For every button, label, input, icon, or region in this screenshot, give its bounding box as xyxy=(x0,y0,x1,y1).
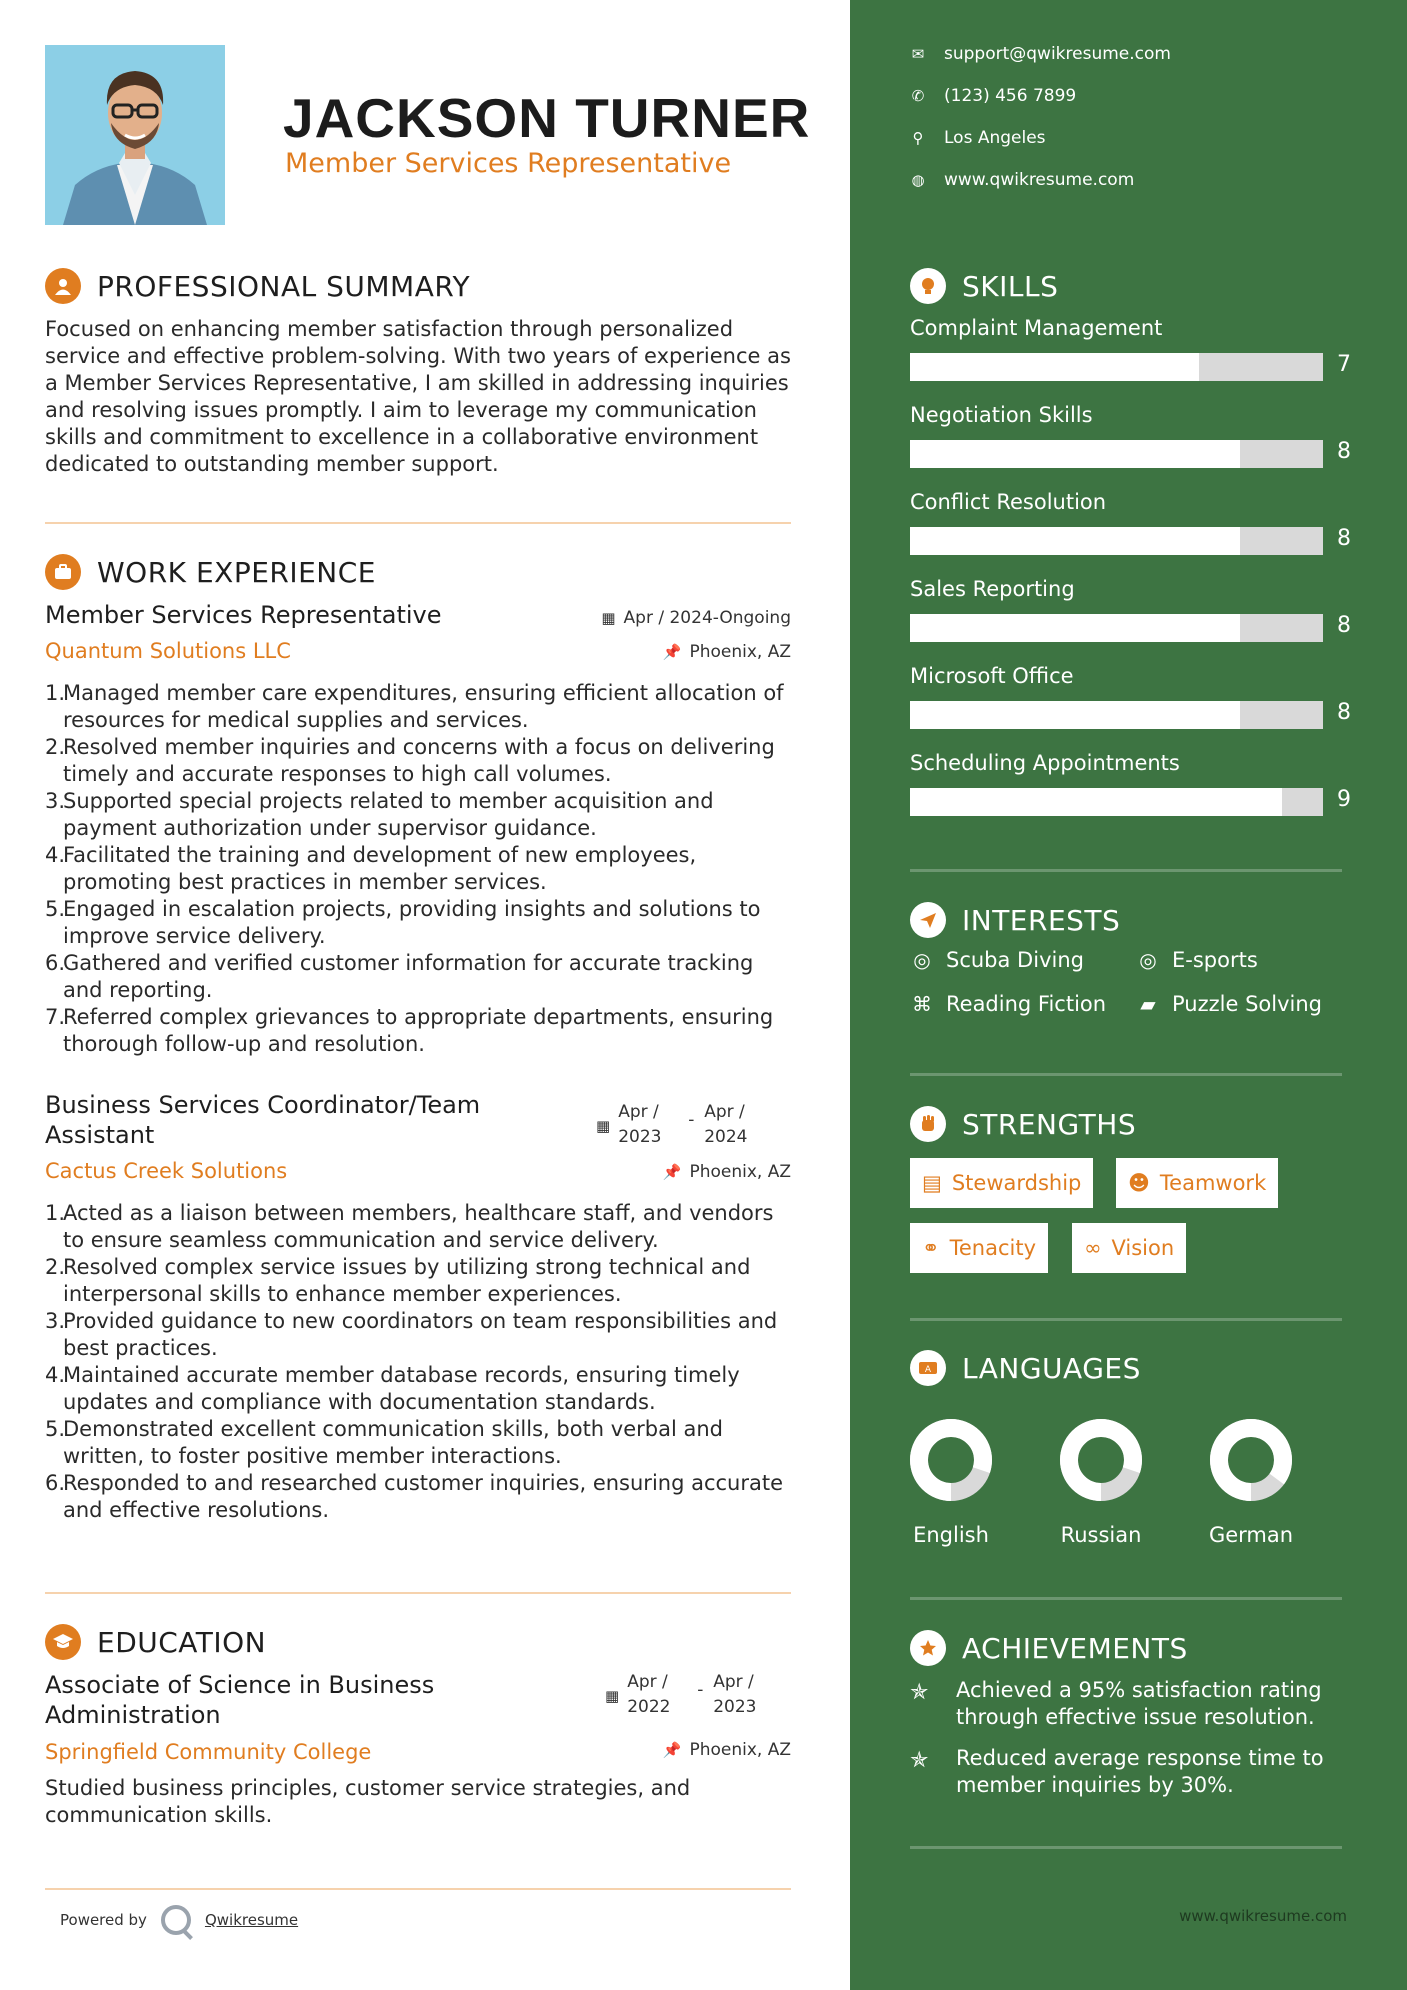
achievement-item: ✯ Achieved a 95% satisfaction rating through effective issue resolution. xyxy=(910,1678,1322,1729)
job-company: Quantum Solutions LLC xyxy=(45,639,291,663)
calendar-icon: ▦ xyxy=(601,609,616,627)
language-name: German xyxy=(1208,1523,1294,1547)
education-location: 📌 Phoenix, AZ xyxy=(662,1740,791,1760)
language-name: English xyxy=(913,1523,989,1547)
list-item: 6. Responded to and researched customer inquiries, ensuring accurate and effective resolutions. xyxy=(45,1471,784,1522)
language-ring xyxy=(1206,1415,1296,1505)
list-item: 4. Maintained accurate member database records, ensuring timely updates and compliance with documentation standards. xyxy=(45,1363,740,1414)
skill-bar xyxy=(910,701,1323,729)
skill-bar-fill xyxy=(910,614,1240,642)
skill-label: Sales Reporting xyxy=(910,577,1075,601)
candidate-role: Member Services Representative xyxy=(285,148,732,179)
strength-chip: ∞ Vision xyxy=(1072,1223,1186,1273)
job-location-text: Phoenix, AZ xyxy=(689,1162,791,1182)
summary-heading xyxy=(45,268,470,304)
divider xyxy=(910,1846,1342,1849)
job-date: ▦ Apr / 2023 - Apr / 2024 xyxy=(596,1102,748,1147)
profile-photo xyxy=(45,45,225,225)
language-icon xyxy=(910,1350,946,1386)
portrait-image xyxy=(45,45,225,225)
list-item: 5. Demonstrated excellent communication skills, both verbal and written, to foster positive member interactions. xyxy=(45,1417,723,1468)
star-icon: ✯ xyxy=(910,1680,929,1705)
job-title: Business Services Coordinator/Team Assistant xyxy=(45,1091,481,1149)
user-icon xyxy=(45,268,81,304)
candidate-name: JACKSON TURNER xyxy=(283,87,811,149)
strength-chip: ⚭ Tenacity xyxy=(910,1223,1048,1273)
job-date xyxy=(601,608,791,628)
job-duties xyxy=(45,1200,795,1524)
contact-phone[interactable]: ✆ (123) 456 7899 xyxy=(911,86,1077,106)
envelope-icon: ✉ xyxy=(911,45,925,63)
skill-bar xyxy=(910,788,1323,816)
skill-value: 8 xyxy=(1337,613,1351,638)
contact-website[interactable]: ◍ www.qwikresume.com xyxy=(911,170,1135,190)
skill-bar xyxy=(910,353,1323,381)
interest-item: ◎ Scuba Diving xyxy=(910,948,1084,972)
qwikresume-logo-icon xyxy=(161,1905,191,1935)
calendar-icon: ▦ xyxy=(605,1687,620,1705)
list-item: 2. Resolved complex service issues by utilizing strong technical and interpersonal skills to enhance member experiences. xyxy=(45,1255,751,1306)
binoculars-icon: ∞ xyxy=(1084,1236,1102,1260)
skill-bar xyxy=(910,440,1323,468)
job-title: Member Services Representative xyxy=(45,601,442,629)
book-icon: ▰ xyxy=(1140,992,1156,1016)
job-location xyxy=(663,1162,791,1182)
graduation-cap-icon xyxy=(45,1624,81,1660)
degree-title: Associate of Science in Business Administration xyxy=(45,1671,435,1729)
life-ring-icon: ◎ xyxy=(913,948,931,972)
paper-plane-icon xyxy=(910,902,946,938)
svg-text:A: A xyxy=(924,1365,932,1375)
job-duties xyxy=(45,680,795,1058)
skill-label: Negotiation Skills xyxy=(910,403,1093,427)
strength-chip: ☻ Teamwork xyxy=(1116,1158,1278,1208)
divider xyxy=(45,1888,791,1890)
pin-icon: 📌 xyxy=(662,1741,682,1759)
work-heading xyxy=(45,554,376,590)
powered-by: Powered by Qwikresume xyxy=(60,1905,298,1935)
link-icon: ⚭ xyxy=(922,1236,940,1260)
star-badge-icon xyxy=(910,1630,946,1666)
list-item: 1. Acted as a liaison between members, healthcare staff, and vendors to ensure seamless communication and service delivery. xyxy=(45,1201,774,1252)
skill-bar-fill xyxy=(910,353,1199,381)
calendar-icon: ▦ xyxy=(596,1117,611,1135)
skill-value: 8 xyxy=(1337,700,1351,725)
education-title: EDUCATION xyxy=(97,1625,267,1659)
briefcase-icon xyxy=(45,554,81,590)
gamepad-icon: ⌘ xyxy=(912,992,932,1016)
job-company: Cactus Creek Solutions xyxy=(45,1159,288,1183)
interests-heading: INTERESTS xyxy=(910,902,1120,938)
divider xyxy=(910,1318,1342,1321)
skill-bar-fill xyxy=(910,701,1240,729)
education-description: Studied business principles, customer service strategies, and communication skills. xyxy=(45,1776,691,1827)
achievement-item: ✯ Reduced average response time to member inquiries by 30%. xyxy=(910,1746,1324,1797)
divider xyxy=(45,1592,791,1594)
divider xyxy=(45,522,791,524)
skill-bar xyxy=(910,527,1323,555)
strengths-heading: STRENGTHS xyxy=(910,1106,1136,1142)
users-icon: ☻ xyxy=(1128,1171,1150,1195)
list-item: 3. Supported special projects related to member acquisition and payment authorization under supervisor guidance. xyxy=(45,789,714,840)
footer-site[interactable]: www.qwikresume.com xyxy=(1179,1907,1347,1925)
pin-icon: 📌 xyxy=(662,1163,682,1181)
sidebar xyxy=(850,0,1407,1990)
achievements-heading: ACHIEVEMENTS xyxy=(910,1630,1188,1666)
interest-item: ▰ Puzzle Solving xyxy=(1136,992,1322,1016)
list-item: 5. Engaged in escalation projects, providing insights and solutions to improve service delivery. xyxy=(45,897,761,948)
school-name: Springfield Community College xyxy=(45,1740,372,1764)
skill-bar-fill xyxy=(910,527,1240,555)
summary-text: Focused on enhancing member satisfaction through personalized service and effective problem-solving. With two years of experience as a Member Services Representative, I am skilled in addressing inquiries and resolving issues promptly. I aim to leverage my communication skills and commitment to excellence in a collaborative environment dedicated to outstanding member support. xyxy=(45,317,791,476)
languages-heading: A LANGUAGES xyxy=(910,1350,1141,1386)
work-title: WORK EXPERIENCE xyxy=(97,555,376,589)
divider xyxy=(910,1073,1342,1076)
language-item xyxy=(1036,1415,1166,1547)
strength-chip: ▤ Stewardship xyxy=(910,1158,1093,1208)
toolbox-icon: ▤ xyxy=(922,1171,942,1195)
skill-value: 7 xyxy=(1337,352,1351,377)
skill-label: Conflict Resolution xyxy=(910,490,1107,514)
interest-item: ⌘ Reading Fiction xyxy=(912,992,1107,1016)
lightbulb-icon xyxy=(910,268,946,304)
job-location-text: Phoenix, AZ xyxy=(689,642,791,662)
contact-location: ⚲ Los Angeles xyxy=(910,128,1046,148)
education-heading xyxy=(45,1624,266,1660)
list-item: 1. Managed member care expenditures, ensuring efficient allocation of resources for medical supplies and services. xyxy=(45,681,784,732)
language-item xyxy=(1186,1415,1316,1547)
list-item: 4. Facilitated the training and development of new employees, promoting best practices in member services. xyxy=(45,843,697,894)
list-item: 7. Referred complex grievances to appropriate departments, ensuring thorough follow-up and resolution. xyxy=(45,1005,774,1056)
language-ring xyxy=(906,1415,996,1505)
skill-value: 8 xyxy=(1337,526,1351,551)
pin-icon: 📌 xyxy=(662,643,682,661)
brand-link[interactable]: Qwikresume xyxy=(204,1911,299,1929)
skill-label: Scheduling Appointments xyxy=(910,751,1180,775)
phone-icon: ✆ xyxy=(911,87,925,105)
contact-email[interactable]: ✉ support@qwikresume.com xyxy=(911,44,1171,64)
skill-label: Complaint Management xyxy=(910,316,1163,340)
divider xyxy=(910,1597,1342,1600)
job-location xyxy=(663,642,791,662)
skill-bar xyxy=(910,614,1323,642)
map-pin-icon: ⚲ xyxy=(912,129,924,147)
skills-heading: SKILLS xyxy=(910,268,1058,304)
star-icon: ✯ xyxy=(910,1748,929,1773)
summary-title: PROFESSIONAL SUMMARY xyxy=(97,269,471,303)
list-item: 3. Provided guidance to new coordinators on team responsibilities and best practices. xyxy=(45,1309,778,1360)
list-item: 2. Resolved member inquiries and concerns with a focus on delivering timely and accurate responses to high call volumes. xyxy=(45,735,775,786)
language-name: Russian xyxy=(1060,1523,1142,1547)
list-item: 6. Gathered and verified customer information for accurate tracking and reporting. xyxy=(45,951,754,1002)
job-date-text: Apr / 2024-Ongoing xyxy=(623,608,791,628)
skill-bar-fill xyxy=(910,440,1240,468)
skill-bar-fill xyxy=(910,788,1282,816)
fist-icon xyxy=(910,1106,946,1142)
language-ring xyxy=(1056,1415,1146,1505)
language-item xyxy=(886,1415,1016,1547)
skill-label: Microsoft Office xyxy=(910,664,1074,688)
life-ring-icon: ◎ xyxy=(1139,948,1157,972)
globe-icon: ◍ xyxy=(911,171,925,189)
skill-value: 9 xyxy=(1337,787,1351,812)
divider xyxy=(910,869,1342,872)
skill-value: 8 xyxy=(1337,439,1351,464)
education-date: ▦ Apr / 2022 - Apr / 2023 xyxy=(605,1672,757,1717)
interest-item: ◎ E-sports xyxy=(1136,948,1258,972)
